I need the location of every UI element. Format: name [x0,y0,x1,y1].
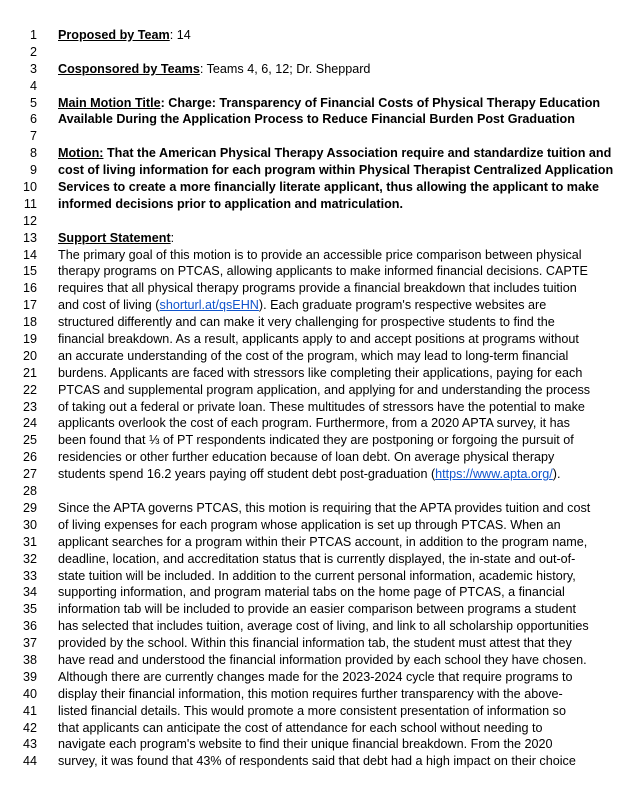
line-number: 32 [22,551,37,566]
text-run: : [170,230,175,245]
line-text [58,247,582,264]
line-text [58,466,560,483]
line-number: 38 [22,652,37,667]
document-line [0,618,640,635]
document-line [0,196,640,213]
line-text [58,652,587,669]
text-run: that applicants can anticipate the cost of attendance for each school without needing to [58,720,543,735]
line-text [58,635,572,652]
line-number: 25 [22,433,37,448]
line-text [58,331,579,348]
text-run: residencies or other further education because of loan debt. On average physical therapy [58,450,555,465]
document-line [0,297,640,314]
line-text [58,551,575,568]
line-text [58,365,582,382]
document-line [0,399,640,416]
text-run: : Teams 4, 6, 12; Dr. Sheppard [199,61,371,76]
document-line [0,466,640,483]
line-number: 30 [22,517,37,532]
line-number: 17 [22,298,37,313]
document-line [0,230,640,247]
line-text [58,263,588,280]
text-run: survey, it was found that 43% of respondents said that debt had a high impact on their choice [58,754,576,769]
text-run: listed financial details. This would promote a more consistent presentation of information so [58,703,566,718]
line-number: 20 [22,348,37,363]
line-number: 22 [22,382,37,397]
line-text [58,145,611,162]
document-line [0,415,640,432]
document-line [0,517,640,534]
line-text [58,382,590,399]
line-number: 19 [22,332,37,347]
document-line [0,534,640,551]
line-text [58,280,577,297]
document-page [0,27,640,770]
line-number: 41 [22,703,37,718]
text-run: ). [552,467,561,482]
line-text [58,314,555,331]
document-line [0,736,640,753]
line-text [58,753,576,770]
hyperlink[interactable]: shorturl.at/qsEHN [159,298,259,313]
text-run: : Charge: Transparency of Financial Costs of Physical Therapy Education [160,95,601,110]
line-text [58,449,554,466]
line-text [58,27,191,44]
section-heading: Support Statement [58,230,171,245]
document-line [0,128,640,145]
line-text [58,669,573,686]
text-run: navigate each program's website to find their unique financial breakdown. From the 2020 [58,737,553,752]
text-run: therapy programs on PTCAS, allowing applicants to make informed financial decisions. CAPTE [58,264,588,279]
line-text [58,415,570,432]
text-run: financial breakdown. As a result, applicants apply to and accept positions at programs without [58,332,579,347]
document-line [0,635,640,652]
line-text [58,686,563,703]
line-number: 36 [22,619,37,634]
document-line [0,483,640,500]
document-line [0,449,640,466]
text-run: of living expenses for each program whose application is set up through PTCAS. When an [58,517,561,532]
document-line [0,247,640,264]
line-text [58,500,590,517]
line-text [58,196,403,213]
document-line [0,365,640,382]
section-heading: Proposed by Team [58,28,170,42]
document-line [0,382,640,399]
text-run: Although there are currently changes made for the 2023-2024 cycle that require programs to [58,669,573,684]
line-number: 14 [22,247,37,262]
line-text [58,162,613,179]
text-run: The primary goal of this motion is to provide an accessible price comparison between physical [58,247,582,262]
line-number: 44 [22,754,37,769]
line-number: 5 [29,95,37,110]
text-run: requires that all physical therapy programs provide a financial breakdown that includes tuition [58,281,577,296]
line-number: 24 [22,416,37,431]
document-line [0,213,640,230]
line-number: 33 [22,568,37,583]
line-number: 35 [22,602,37,617]
text-run: That the American Physical Therapy Association require and standardize tuition and [103,146,612,161]
line-text [58,230,174,247]
document-line [0,95,640,112]
text-run: Available During the Application Process to Reduce Financial Burden Post Graduation [58,112,575,127]
document-line [0,432,640,449]
line-text [58,703,566,720]
line-text [58,297,546,314]
text-run: PTCAS and supplemental program application, and applying for and understanding the process [58,382,591,397]
text-run: state tuition will be included. In addition to the current personal information, academic history, [58,568,576,583]
line-number: 43 [22,737,37,752]
text-run: provided by the school. Within this financial information tab, the student must attest that they [58,636,572,651]
document-line [0,652,640,669]
line-number: 10 [22,180,37,195]
hyperlink[interactable]: https://www.apta.org/ [435,467,553,482]
line-text [58,584,565,601]
text-run: : 14 [169,28,191,42]
line-number: 7 [29,129,37,144]
document-line [0,601,640,618]
line-text [58,618,589,635]
text-run: informed decisions prior to application and matriculation. [58,196,403,211]
line-number: 21 [22,365,37,380]
section-heading: Cosponsored by Teams [58,61,200,76]
section-heading: Main Motion Title [58,95,161,110]
text-run: has selected that includes tuition, average cost of living, and link to all scholarship opportunities [58,619,589,634]
text-run: display their financial information, this motion requires further transparency with the above- [58,686,563,701]
text-run: applicant searches for a program within their PTCAS account, in addition to the program name, [58,534,588,549]
text-run: of taking out a federal or private loan. These multitudes of stressors have the potential to make [58,399,585,414]
line-number: 15 [22,264,37,279]
document-line [0,753,640,770]
line-number: 11 [23,196,37,211]
text-run: have read and understood the financial information provided by each school they have chosen. [58,652,587,667]
document-line [0,568,640,585]
document-line [0,111,640,128]
line-text [58,736,553,753]
line-number: 4 [29,78,37,93]
line-number: 1 [29,28,37,42]
document-line [0,314,640,331]
line-number: 39 [22,669,37,684]
line-number: 9 [29,163,37,178]
text-run: been found that ⅓ of PT respondents indicated they are postponing or forgoing the pursuit of [58,433,574,448]
text-run: Services to create a more financially literate applicant, thus allowing the applicant to make [58,180,600,195]
line-number: 6 [29,112,37,127]
line-number: 28 [22,484,37,499]
line-number: 3 [29,61,37,76]
text-run: Since the APTA governs PTCAS, this motion is requiring that the APTA provides tuition and cost [58,500,591,515]
document-line [0,331,640,348]
line-number: 13 [22,230,37,245]
line-text [58,95,600,112]
document-line [0,500,640,517]
line-text [58,399,585,416]
text-run: cost of living information for each program within Physical Therapist Centralized Application [58,163,614,178]
document-line [0,162,640,179]
line-text [58,111,575,128]
line-text [58,534,587,551]
document-line [0,263,640,280]
document-line [0,584,640,601]
text-run: burdens. Applicants are faced with stressors like completing their applications, paying for each [58,365,583,380]
line-number: 2 [29,44,37,59]
document-line [0,280,640,297]
line-number: 26 [22,450,37,465]
line-text [58,601,576,618]
line-number: 29 [22,500,37,515]
text-run: information tab will be included to provide an easier comparison between programs a student [58,602,577,617]
document-line [0,78,640,95]
document-line [0,551,640,568]
document-line [0,348,640,365]
line-number: 18 [22,315,37,330]
line-number: 8 [29,146,37,161]
text-run: an accurate understanding of the cost of the program, which may lead to long-term financial [58,348,569,363]
document-line [0,27,640,44]
document-line [0,686,640,703]
document-line [0,44,640,61]
line-text [58,432,574,449]
document-line [0,703,640,720]
line-text [58,348,568,365]
line-number: 37 [22,636,37,651]
line-number: 42 [22,720,37,735]
text-run: supporting information, and program material tabs on the home page of PTCAS, a financial [58,585,565,600]
line-number: 31 [22,534,37,549]
line-number: 12 [22,213,37,228]
text-run: students spend 16.2 years paying off student debt post-graduation ( [58,467,436,482]
line-text [58,568,576,585]
document-line [0,179,640,196]
line-text [58,720,542,737]
line-number: 23 [22,399,37,414]
document-line [0,145,640,162]
text-run: and cost of living ( [58,298,160,313]
document-line [0,720,640,737]
text-run: applicants overlook the cost of each program. Furthermore, from a 2020 APTA survey, it has [58,416,570,431]
line-number: 16 [22,281,37,296]
section-heading: Motion: [58,146,104,161]
line-text [58,179,599,196]
text-run: structured differently and can make it very challenging for prospective students to find the [58,315,555,330]
text-run: deadline, location, and accreditation status that is currently displayed, the in-state and out-of- [58,551,576,566]
line-text [58,61,370,78]
line-text [58,517,561,534]
line-number: 27 [22,467,37,482]
document-line [0,61,640,78]
line-number: 40 [22,686,37,701]
text-run: ). Each graduate program's respective websites are [258,298,547,313]
document-line [0,669,640,686]
line-number: 34 [22,585,37,600]
